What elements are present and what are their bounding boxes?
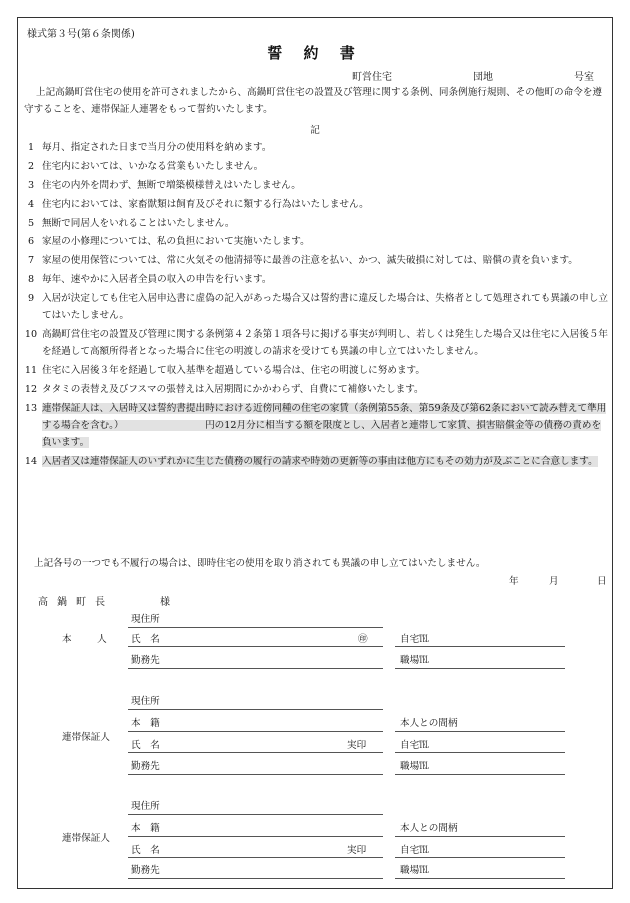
guarantor-2-relation-line[interactable]	[395, 836, 565, 837]
pledge-list	[24, 139, 610, 471]
principal-work-tel-label: 職場℡	[400, 655, 429, 666]
pledge-text: 家屋の使用保管については、常に火気その他清掃等に最善の注意を払い、かつ、滅失破損に対しては、賠償の責を負います。	[42, 255, 578, 267]
guarantor-1-address-line[interactable]	[128, 709, 383, 710]
guarantor-2-name-label: 氏 名	[131, 845, 160, 856]
guarantor-2-work-tel-line[interactable]	[395, 878, 565, 879]
addressee: 高鍋町長	[38, 597, 114, 608]
principal-work-label: 勤務先	[131, 655, 160, 666]
principal-address-line[interactable]	[128, 627, 383, 628]
housing-room: 号室	[574, 72, 594, 83]
guarantor-2-home-tel-line[interactable]	[395, 857, 565, 858]
pledge-item	[24, 381, 610, 398]
date-day: 日	[597, 576, 607, 587]
principal-name-line[interactable]	[128, 646, 383, 647]
guarantor-2-address-line[interactable]	[128, 814, 383, 815]
pledge-number: 6	[27, 236, 35, 248]
pledge-item	[24, 215, 610, 232]
pledge-text: 毎年、速やかに入居者全員の収入の申告を行います。	[42, 274, 272, 286]
document-title: 誓 約 書	[267, 44, 363, 62]
pledge-item	[24, 252, 610, 269]
guarantor-1-work-tel-line[interactable]	[395, 774, 565, 775]
pledge-item	[24, 139, 610, 156]
pledge-number: 11	[24, 364, 38, 376]
pledge-item	[24, 158, 610, 175]
principal-name-label: 氏 名	[131, 634, 160, 645]
guarantor-1-work-tel-label: 職場℡	[400, 761, 429, 772]
principal-address-label: 現住所	[131, 614, 160, 625]
guarantor-2-honseki-line[interactable]	[128, 836, 383, 837]
guarantor-2-home-tel-label: 自宅℡	[400, 845, 429, 856]
pledge-number: 13	[24, 402, 38, 414]
guarantor-1-seal-mark: 実印	[347, 740, 367, 751]
pledge-number: 1	[27, 142, 35, 153]
guarantor-2-work-label: 勤務先	[131, 865, 160, 876]
pledge-number: 12	[24, 383, 38, 395]
addressee-honorific: 様	[160, 597, 170, 608]
pledge-text: 家屋の小修理については、私の負担において実施いたします。	[42, 236, 310, 248]
principal-work-line[interactable]	[128, 668, 383, 669]
pledge-text: タタミの表替え及びフスマの張替えは入居期間にかかわらず、自費にて補修いたします。	[42, 383, 424, 395]
guarantor-2-honseki-label: 本 籍	[131, 823, 160, 834]
pledge-number: 10	[24, 329, 38, 341]
guarantor-2-work-line[interactable]	[128, 878, 383, 879]
guarantor-1-relation-label: 本人との間柄	[400, 718, 458, 729]
pledge-number: 8	[27, 274, 35, 286]
guarantor-1-relation-line[interactable]	[395, 731, 565, 732]
pledge-text-highlighted: 連帯保証人は、入居時又は誓約書提出時における近傍同種の住宅の家賃（条例第55条、第59条及び第62条において読み替えて準用する場合を含む。） 円の12月分に相当する額を限度とし、入居者と連帯して家賃、損害賠償金等の債務の責めを負います。	[42, 402, 607, 448]
pledge-number: 7	[27, 255, 35, 267]
pledge-number: 3	[27, 179, 35, 191]
ki-heading: 記	[310, 125, 320, 136]
date-year: 年	[509, 576, 519, 587]
pledge-number: 14	[24, 455, 38, 467]
pledge-number: 4	[27, 198, 35, 210]
pledge-text: 住宅内においては、家畜獣類は飼育及びそれに類する行為はいたしません。	[42, 198, 369, 210]
intro-paragraph: 上記高鍋町営住宅の使用を許可されましたから、高鍋町営住宅の設置及び管理に関する条例、同条例施行規則、その他町の命令を遵守することを、連帯保証人連署をもって誓約いたします。	[24, 87, 603, 115]
housing-danchi: 団地	[473, 72, 493, 83]
pledge-item	[24, 400, 610, 451]
pledge-text: 住宅内においては、いかなる営業もいたしません。	[42, 160, 264, 172]
pledge-item	[24, 196, 610, 213]
pledge-item	[24, 362, 610, 379]
form-number: 様式第３号(第６条関係)	[27, 29, 135, 40]
guarantor-1-honseki-line[interactable]	[128, 731, 383, 732]
guarantor-1-name-label: 氏 名	[131, 740, 160, 751]
guarantor-1-home-tel-label: 自宅℡	[400, 740, 429, 751]
guarantor-1-honseki-label: 本 籍	[131, 718, 160, 729]
guarantor-2-work-tel-label: 職場℡	[400, 865, 429, 876]
principal-work-tel-line[interactable]	[395, 668, 565, 669]
guarantor-1-home-tel-line[interactable]	[395, 752, 565, 753]
pledge-number: 5	[27, 217, 35, 229]
pledge-text: 無断で同居人をいれることはいたしません。	[42, 217, 235, 229]
pledge-item	[24, 233, 610, 250]
pledge-text: 住宅に入居後３年を経過して収入基準を超過している場合は、住宅の明渡しに努めます。	[42, 364, 425, 376]
guarantor-1-work-label: 勤務先	[131, 761, 160, 772]
guarantor-2-seal-mark: 実印	[347, 845, 367, 856]
guarantor-1-address-label: 現住所	[131, 696, 160, 707]
pledge-item	[24, 271, 610, 288]
housing-kind: 町営住宅	[352, 72, 392, 83]
pledge-number: 2	[27, 160, 35, 172]
principal-home-tel-line[interactable]	[395, 646, 565, 647]
pledge-text: 高鍋町営住宅の設置及び管理に関する条例第４２条第１項各号に掲げる事実が判明し、若しくは発生した場合又は住宅に入居後５年を経過して高額所得者となった場合に住宅の明渡しの請求を受けても異議の申し立てはいたしません。	[42, 329, 609, 358]
closing-statement: 上記各号の一つでも不履行の場合は、即時住宅の使用を取り消されても異議の申し立てはいたしません。	[34, 558, 486, 569]
guarantor-1-name-line[interactable]	[128, 752, 383, 753]
pledge-item	[24, 453, 610, 470]
principal-seal-mark: ㊞	[358, 634, 368, 645]
guarantor-2-relation-label: 本人との間柄	[400, 823, 458, 834]
principal-label: 本 人	[62, 634, 115, 645]
guarantor-2-name-line[interactable]	[128, 857, 383, 858]
guarantor-2-address-label: 現住所	[131, 801, 160, 812]
guarantor-1-label: 連帯保証人	[62, 732, 110, 743]
date-month: 月	[549, 576, 559, 587]
pledge-text-highlighted: 入居者又は連帯保証人のいずれかに生じた債務の履行の請求や時効の更新等の事由は他方にもその効力が及ぶことに合意します。	[42, 455, 598, 467]
guarantor-2-label: 連帯保証人	[62, 833, 110, 844]
pledge-text: 入居が決定しても住宅入居申込書に虚偽の記入があった場合又は誓約書に違反した場合は、失格者として処理されても異議の申し立てはいたしません。	[42, 293, 608, 322]
guarantor-1-work-line[interactable]	[128, 774, 383, 775]
pledge-item	[24, 177, 610, 194]
pledge-item	[24, 326, 610, 360]
pledge-number: 9	[27, 293, 35, 305]
pledge-item	[24, 290, 610, 324]
principal-home-tel-label: 自宅℡	[400, 634, 429, 645]
pledge-text: 毎月、指定された日まで当月分の使用料を納めます。	[42, 142, 272, 153]
pledge-text: 住宅の内外を問わず、無断で増築模様替えはいたしません。	[42, 179, 301, 191]
